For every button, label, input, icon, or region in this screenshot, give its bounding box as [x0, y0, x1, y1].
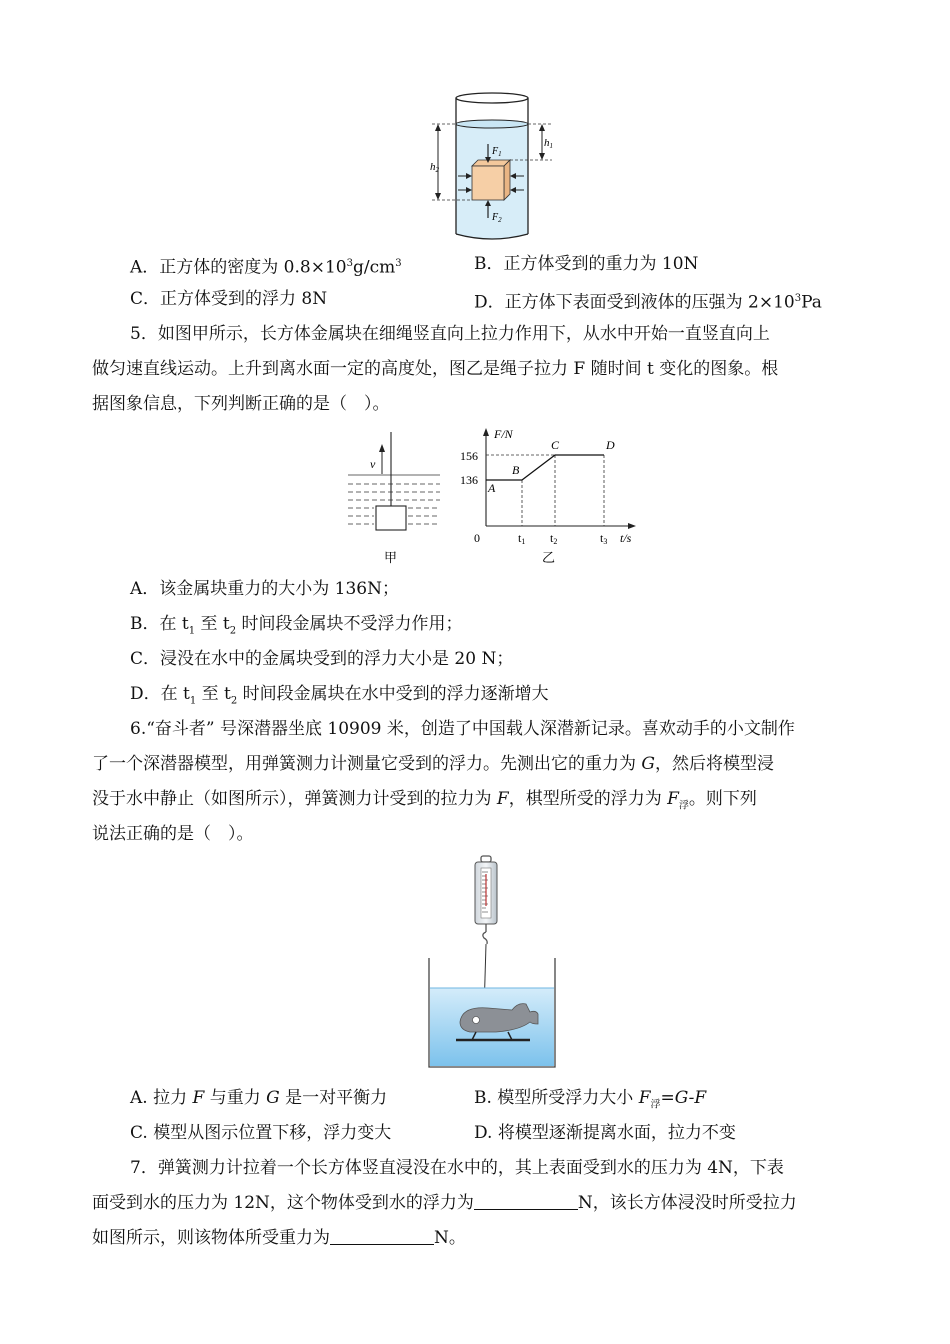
q7-line-3: 如图所示，则该物体所受重力为 N。 — [92, 1228, 466, 1248]
q6-stem-line-2: 了一个深潜器模型，用弹簧测力计测量它受到的浮力。先测出它的重力为 G，然后将模型浸 — [92, 754, 774, 774]
y-tick-136: 136 — [460, 473, 478, 487]
y-axis-label: F/N — [494, 427, 513, 441]
q6-option-a: A. 拉力 F 与重力 G 是一对平衡力 — [130, 1088, 388, 1108]
q6-option-d: D. 将模型逐渐提离水面，拉力不变 — [474, 1123, 736, 1143]
point-label-a: A — [488, 481, 496, 495]
series-line — [486, 455, 604, 480]
figure-cylinder-cube — [420, 86, 570, 246]
x-tick-t2: t2 — [550, 531, 558, 546]
q4-option-b: B．正方体受到的重力为 10N — [474, 254, 699, 274]
q5-option-d: D．在 $t_1$ 至 $t_2$ 时间段金属块在水中受到的浮力逐渐增大 — [130, 684, 549, 707]
q6-option-c: C. 模型从图示位置下移，浮力变大 — [130, 1123, 392, 1143]
h1-label: h1 — [544, 137, 553, 150]
origin-label: 0 — [474, 531, 480, 545]
q7-line-2: 面受到水的压力为 12N，这个物体受到水的浮力为 N，该长方体浸没时所受拉力 — [92, 1193, 797, 1213]
q5-stem-line-1: 5．如图甲所示，长方体金属块在细绳竖直向上拉力作用下，从水中开始一直竖直向上 — [130, 324, 770, 344]
q5-option-b: B．在 $t_1$ 至 $t_2$ 时间段金属块不受浮力作用； — [130, 614, 463, 637]
x-tick-t3: t3 — [600, 531, 608, 546]
figure-spring-scale-submersible — [426, 854, 558, 1074]
point-label-d: D — [606, 438, 615, 452]
q4-option-c: C．正方体受到的浮力 8N — [130, 289, 328, 309]
q6-stem-line-1: 6.“奋斗者” 号深潜器坐底 10909 米，创造了中国载人深潜新记录。喜欢动手的小文制作 — [130, 719, 795, 739]
figure-yi-chart — [456, 424, 646, 570]
q5-option-a: A．该金属块重力的大小为 136N； — [130, 579, 400, 599]
q7-line-1: 7．弹簧测力计拉着一个长方体竖直浸没在水中的，其上表面受到水的压力为 4N，下表 — [130, 1158, 784, 1178]
q6-stem-line-4: 说法正确的是（ ）。 — [92, 824, 254, 844]
q7-answer-blank-1[interactable] — [474, 1193, 578, 1210]
q7-answer-blank-2[interactable] — [330, 1228, 434, 1245]
point-label-b: B — [512, 463, 520, 477]
f2-label: $F_2$ — [492, 212, 502, 224]
x-axis-label: t/s — [620, 531, 632, 545]
q5-stem-line-2: 做匀速直线运动。上升到离水面一定的高度处，图乙是绳子拉力 F 随时间 t 变化的图象。根 — [92, 359, 779, 379]
jia-label: 甲 — [384, 551, 398, 566]
yi-label: 乙 — [542, 551, 556, 566]
q4-option-d: D．正方体下表面受到液体的压强为 $2\times 10^3Pa$ — [474, 292, 822, 313]
q4-option-a: A．正方体的密度为 $0.8\times 10^3g/cm^3$ — [130, 257, 402, 278]
q6-option-b: B. 模型所受浮力大小 $F_浮=G-F$ — [474, 1088, 707, 1111]
x-tick-t1: t1 — [518, 531, 526, 546]
q6-stem-line-3: 没于水中静止（如图所示），弹簧测力计受到的拉力为 F，棋型所受的浮力为 $F_浮$。则下列 — [92, 789, 757, 812]
point-label-c: C — [551, 438, 560, 452]
f1-label: $F_1$ — [492, 146, 502, 158]
y-tick-156: 156 — [460, 449, 478, 463]
h2-label: h2 — [430, 161, 439, 174]
v-label: v — [370, 457, 376, 471]
figure-jia — [340, 428, 450, 568]
q5-option-c: C．浸没在水中的金属块受到的浮力大小是 20 N； — [130, 649, 514, 669]
q5-stem-line-3: 据图象信息，下列判断正确的是（ ）。 — [92, 394, 390, 414]
